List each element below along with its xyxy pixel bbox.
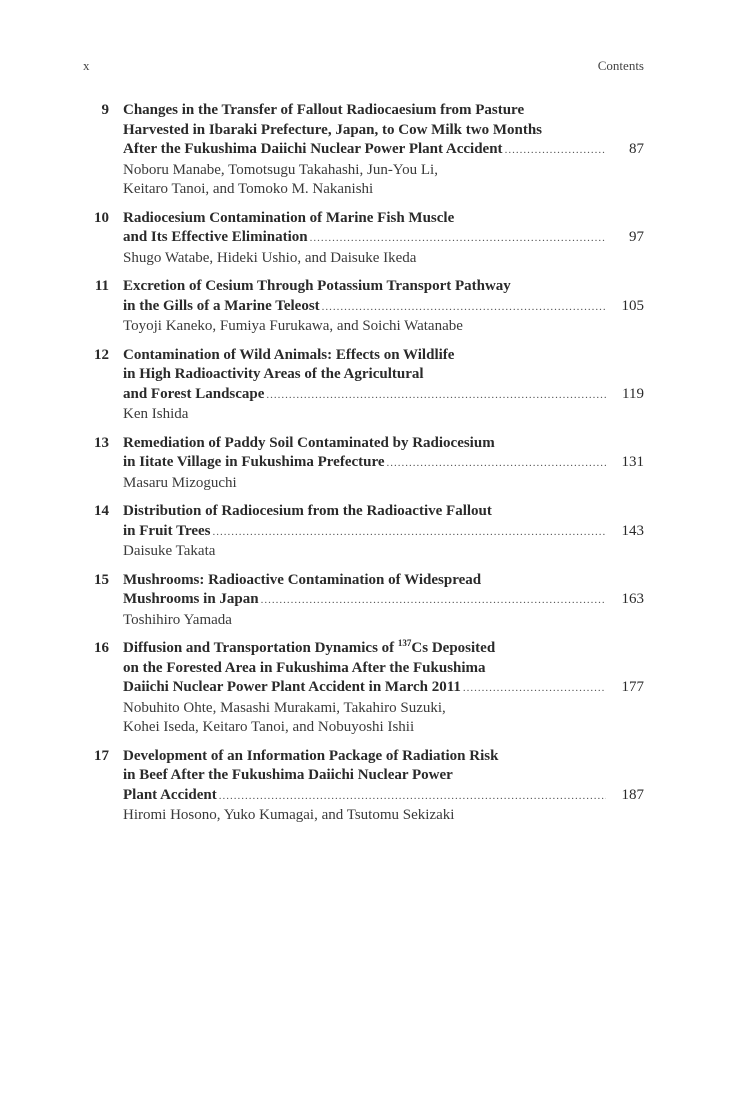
chapter-page-number[interactable]: 97 [629,229,644,245]
toc-entry[interactable] [83,571,644,631]
chapter-page-number[interactable]: 163 [621,591,644,607]
chapter-title-line: Mushrooms: Radioactive Contamination of Widespread [123,571,482,588]
dot-leader [219,787,606,807]
chapter-page-number[interactable]: 187 [621,786,644,803]
chapter-title-line: Daiichi Nuclear Power Plant Accident in March 2011 [123,679,461,695]
running-title: Contents [597,58,644,73]
toc-entry[interactable] [83,101,644,200]
chapter-title-line: in Iitate Village in Fukushima Prefecture [123,454,385,470]
toc-entry[interactable] [83,209,644,269]
dot-leader [261,591,606,611]
chapter-title-line: and Forest Landscape [123,385,265,402]
dot-leader [310,229,606,249]
toc-entry[interactable] [83,346,644,425]
chapter-title-line: in the Gills of a Marine Teleost [123,297,320,314]
title-text: Diffusion and Transportation Dynamics of [123,640,398,656]
chapter-authors: Masaru Mizoguchi [123,474,237,491]
chapter-title-line: in Beef After the Fukushima Daiichi Nuclear Power [123,767,453,783]
chapter-title-line: Changes in the Transfer of Fallout Radiocaesium from Pasture [123,102,525,118]
toc-entry[interactable] [83,639,644,738]
chapter-number: 11 [94,278,109,294]
dot-leader [387,454,606,474]
chapter-authors: Hiromi Hosono, Yuko Kumagai, and Tsutomu Sekizaki [123,807,455,823]
chapter-page-number[interactable]: 119 [622,385,644,402]
chapter-authors: Keitaro Tanoi, and Tomoko M. Nakanishi [123,181,374,197]
chapter-number: 17 [94,747,109,764]
dot-leader [463,679,606,699]
chapter-title-line: Distribution of Radiocesium from the Radioactive Fallout [123,503,492,519]
dot-leader [322,298,606,318]
chapter-number: 12 [94,346,109,363]
chapter-title-line: on the Forested Area in Fukushima After the Fukushima [123,659,486,676]
chapter-title-line: Development of an Information Package of Radiation Risk [123,747,499,764]
chapter-title-line: Contamination of Wild Animals: Effects on Wildlife [123,346,455,363]
chapter-title-line [123,639,644,659]
table-of-contents [83,101,644,835]
chapter-page-number[interactable]: 143 [621,522,644,539]
chapter-number: 16 [94,640,109,656]
chapter-authors: Toshihiro Yamada [123,611,232,628]
toc-entry[interactable] [83,747,644,826]
dot-leader [505,141,606,161]
toc-entry[interactable] [83,434,644,494]
isotope-superscript: 137 [397,638,412,648]
chapter-page-number[interactable]: 105 [621,297,644,314]
chapter-title-line: and Its Effective Elimination [123,229,308,245]
chapter-title-line: Excretion of Cesium Through Potassium Transport Pathway [123,278,511,294]
chapter-page-number[interactable]: 177 [621,679,644,695]
chapter-title-line: After the Fukushima Daiichi Nuclear Power Plant Accident [123,141,503,157]
chapter-title-line: Radiocesium Contamination of Marine Fish Muscle [123,209,455,226]
chapter-authors: Toyoji Kaneko, Fumiya Furukawa, and Soichi Watanabe [123,318,463,334]
running-header [83,58,644,76]
chapter-authors: Noboru Manabe, Tomotsugu Takahashi, Jun-You Li, [123,161,438,178]
chapter-authors: Shugo Watabe, Hideki Ushio, and Daisuke Ikeda [123,249,417,266]
dot-leader [266,386,606,406]
chapter-authors: Daisuke Takata [123,543,216,559]
chapter-title-line: Remediation of Paddy Soil Contaminated by Radiocesium [123,434,495,451]
title-text: Cs Deposited [411,640,496,656]
dot-leader [213,523,607,543]
chapter-title-line: Plant Accident [123,786,217,803]
chapter-title-line: in High Radioactivity Areas of the Agricultural [123,366,424,382]
page-number: x [83,58,90,73]
toc-entry[interactable] [83,502,644,562]
chapter-number: 15 [94,571,109,588]
toc-entry[interactable] [83,277,644,337]
chapter-title-line: in Fruit Trees [123,522,211,539]
chapter-number: 14 [94,503,109,519]
chapter-authors: Nobuhito Ohte, Masashi Murakami, Takahiro Suzuki, [123,699,446,716]
chapter-page-number[interactable]: 131 [621,454,644,470]
chapter-page-number[interactable]: 87 [629,141,644,157]
chapter-number: 13 [94,434,109,451]
chapter-title-line: Mushrooms in Japan [123,591,259,607]
chapter-authors: Kohei Iseda, Keitaro Tanoi, and Nobuyoshi Ishii [123,719,415,735]
chapter-title-line: Harvested in Ibaraki Prefecture, Japan, to Cow Milk two Months [123,121,543,138]
chapter-number: 9 [101,102,109,118]
chapter-number: 10 [94,209,109,226]
chapter-authors: Ken Ishida [123,406,189,422]
